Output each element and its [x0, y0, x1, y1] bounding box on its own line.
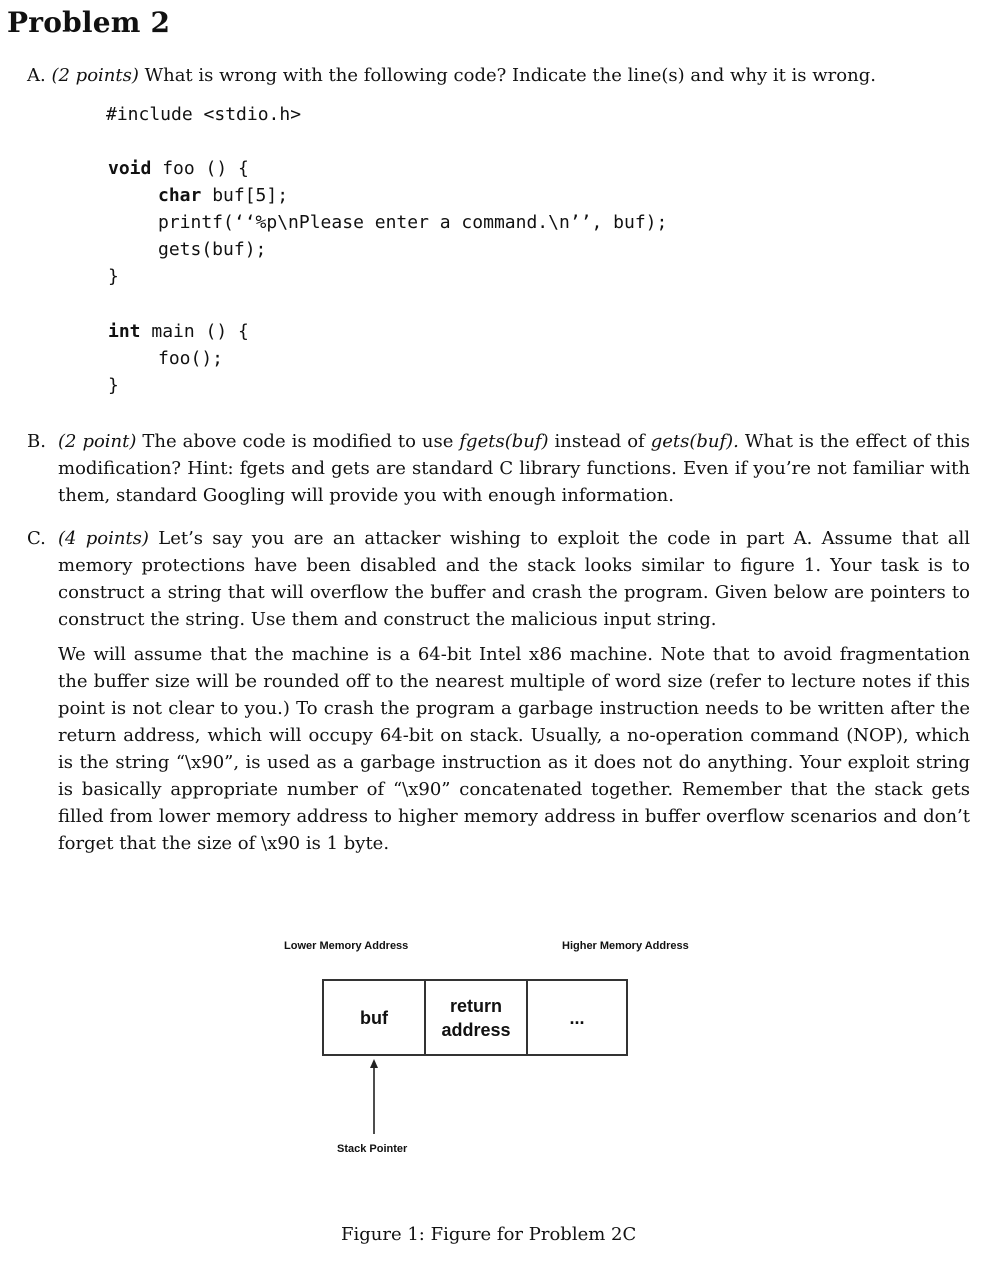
- part-b-fgets: fgets(buf): [459, 431, 549, 452]
- code-close-brace: }: [108, 375, 119, 396]
- part-b-points: (2 point): [58, 431, 137, 452]
- part-a-text: What is wrong with the following code? Indicate the line(s) and why it is wrong.: [144, 65, 876, 86]
- code-keyword: int: [108, 321, 141, 342]
- part-a-question: [27, 62, 987, 89]
- stack-pointer-arrow-icon: [366, 1056, 382, 1136]
- code-gets: gets(buf);: [158, 239, 267, 260]
- code-foo-sig: foo () {: [151, 158, 249, 179]
- code-buf-decl: [158, 182, 288, 209]
- stack-cell-more: [526, 979, 628, 1056]
- part-b-text-1: The above code is modified to use: [142, 431, 454, 452]
- code-buf-rest: buf[5];: [201, 185, 289, 206]
- figure-caption: Figure 1: Figure for Problem 2C: [341, 1224, 637, 1245]
- higher-memory-label: Higher Memory Address: [562, 940, 689, 952]
- part-b-gets: gets(buf).: [650, 431, 739, 452]
- code-foo-call: foo();: [158, 348, 224, 369]
- stack-cell-buf: [322, 979, 426, 1056]
- stack-cell-buf-label: buf: [360, 1007, 388, 1028]
- part-c-points: (4 points): [58, 528, 149, 549]
- code-keyword: char: [158, 185, 202, 206]
- code-printf: printf(‘‘%p\nPlease enter a command.\n’’, buf);: [158, 212, 668, 233]
- part-c-paragraph-1: [58, 525, 970, 633]
- code-close-brace: }: [108, 266, 119, 287]
- part-a-label: A.: [27, 65, 46, 86]
- part-c-text-1: Let’s say you are an attacker wishing to exploit the code in part A. Assume that all memory protections have been disabled and the stack looks similar to figure 1. Your task is to construct a string that will overflow the buffer and crash the program. Given below are pointers to construct the string. Use them and construct the malicious input string.: [58, 528, 970, 630]
- part-b-label: B.: [27, 431, 46, 452]
- part-a-points: (2 points): [51, 65, 139, 86]
- code-main-def: [108, 318, 249, 345]
- part-b-text-3: What is the effect of this modification? Hint: fgets and gets are standard C library functions. Even if you’re not familiar with them, standard Googling will provide you with enough information.: [58, 431, 971, 506]
- stack-cell-return-address: [424, 979, 528, 1056]
- part-c-label: C.: [27, 528, 46, 549]
- code-main-sig: main () {: [140, 321, 249, 342]
- code-keyword: void: [108, 158, 152, 179]
- code-foo-def: [108, 155, 249, 182]
- stack-cell-ellipsis: ...: [569, 1007, 585, 1028]
- code-include: #include <stdio.h>: [106, 104, 302, 125]
- lower-memory-label: Lower Memory Address: [284, 940, 409, 952]
- part-b-question: [58, 428, 970, 509]
- stack-pointer-label: Stack Pointer: [337, 1143, 408, 1155]
- part-c-paragraph-2: We will assume that the machine is a 64-bit Intel x86 machine. Note that to avoid fragmentation the buffer size will be rounded off to the nearest multiple of word size (refer to lecture notes if this point is not clear to you.) To crash the program a garbage instruction needs to be written after the return address, which will occupy 64-bit on stack. Usually, a no-operation command (NOP), which is the string “\x90”, is used as a garbage instruction as it does not do anything. Your exploit string is basically appropriate number of “\x90” concatenated together. Remember that the stack gets filled from lower memory address to higher memory address in buffer overflow scenarios and don’t forget that the size of \x90 is 1 byte.: [58, 644, 970, 854]
- stack-cell-return-label: return: [449, 995, 502, 1016]
- part-b-text-2: instead of: [554, 431, 645, 452]
- stack-cell-address-label: address: [441, 1019, 511, 1040]
- page-title: Problem 2: [7, 6, 171, 39]
